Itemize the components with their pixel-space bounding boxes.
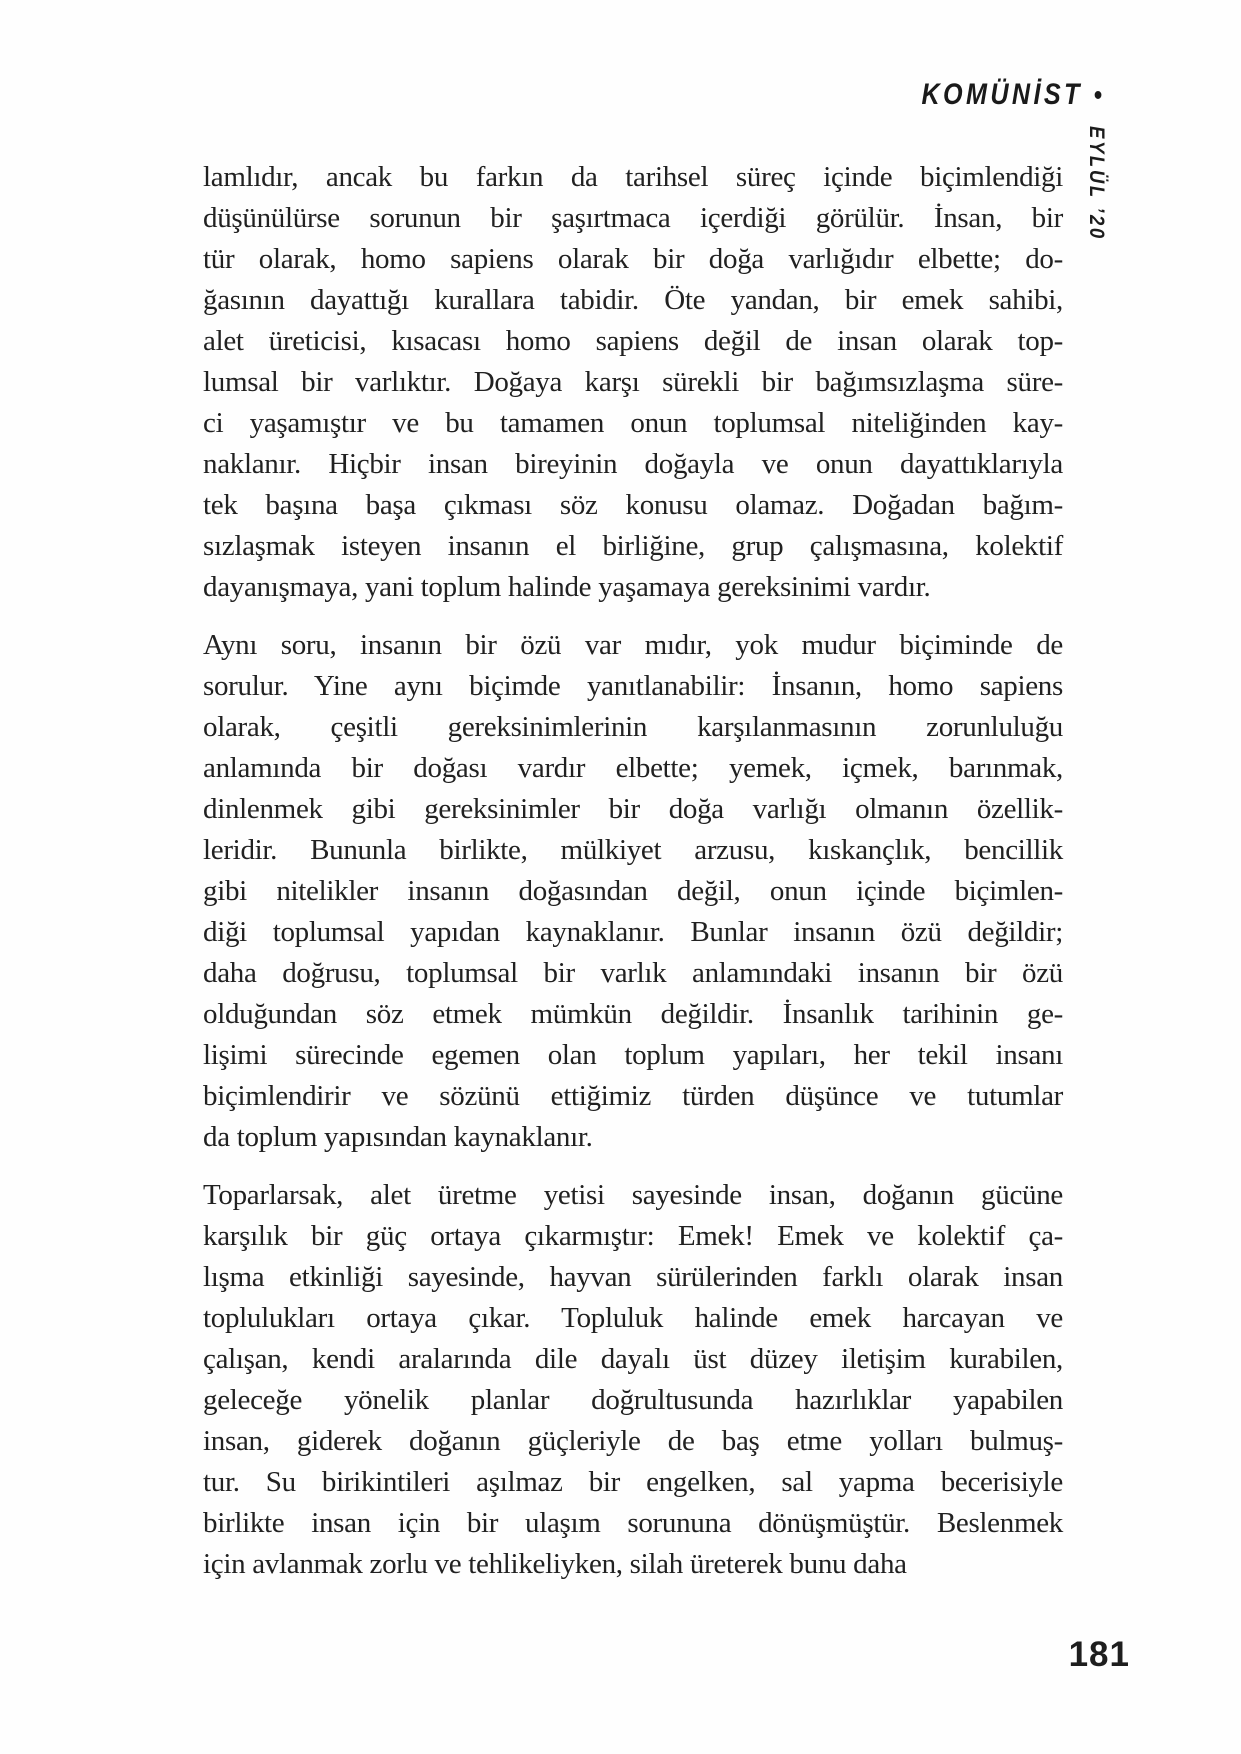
text-line: lumsal bir varlıktır. Doğaya karşı sürekli bir bağımsızlaşma süre- xyxy=(203,366,1063,398)
paragraph xyxy=(203,1175,1063,1585)
text-line: düşünülürse sorunun bir şaşırtmaca içerdiği görülür. İnsan, bir xyxy=(203,202,1063,234)
text-line: tek başına başa çıkması söz konusu olamaz. Doğadan bağım- xyxy=(203,489,1063,521)
text-line: için avlanmak zorlu ve tehlikeliyken, silah üreterek bunu daha xyxy=(203,1548,907,1580)
text-line: naklanır. Hiçbir insan bireyinin doğayla ve onun dayattıklarıyla xyxy=(203,448,1063,480)
text-line: birlikte insan için bir ulaşım sorununa dönüşmüştür. Beslenmek xyxy=(203,1507,1063,1539)
article-body xyxy=(203,157,1063,1585)
paragraph xyxy=(203,625,1063,1158)
text-line: insan, giderek doğanın güçleriyle de baş etme yolları bulmuş- xyxy=(203,1425,1063,1457)
paragraph xyxy=(203,157,1063,608)
text-line: Aynı soru, insanın bir özü var mıdır, yok mudur biçiminde de xyxy=(203,629,1063,661)
text-line: geleceğe yönelik planlar doğrultusunda hazırlıklar yapabilen xyxy=(203,1384,1063,1416)
text-line: biçimlendirir ve sözünü ettiğimiz türden düşünce ve tutumlar xyxy=(203,1080,1063,1112)
text-line: lamlıdır, ancak bu farkın da tarihsel süreç içinde biçimlendiği xyxy=(203,161,1063,193)
text-line: tür olarak, homo sapiens olarak bir doğa varlığıdır elbette; do- xyxy=(203,243,1063,275)
title-bullet-icon: • xyxy=(1094,79,1103,112)
page-number: 181 xyxy=(1068,1635,1130,1674)
text-line: alet üreticisi, kısacası homo sapiens değil de insan olarak top- xyxy=(203,325,1063,357)
text-line: tur. Su birikintileri aşılmaz bir engelken, sal yapma becerisiyle xyxy=(203,1466,1063,1498)
text-line: sızlaşmak isteyen insanın el birliğine, grup çalışmasına, kolektif xyxy=(203,530,1063,562)
text-line: daha doğrusu, toplumsal bir varlık anlamındaki insanın bir özü xyxy=(203,957,1063,989)
text-line: gibi nitelikler insanın doğasından değil, onun içinde biçimlen- xyxy=(203,875,1063,907)
text-line: olarak, çeşitli gereksinimlerinin karşılanmasının zorunluluğu xyxy=(203,711,1063,743)
text-line: ğasının dayattığı kurallara tabidir. Öte yandan, bir emek sahibi, xyxy=(203,284,1063,316)
text-line: toplulukları ortaya çıkar. Topluluk halinde emek harcayan ve xyxy=(203,1302,1063,1334)
text-line: olduğundan söz etmek mümkün değildir. İnsanlık tarihinin ge- xyxy=(203,998,1063,1030)
issue-label-vertical: EYLÜL ’20 xyxy=(1085,126,1108,241)
text-line: leridir. Bununla birlikte, mülkiyet arzusu, kıskançlık, bencillik xyxy=(203,834,1063,866)
text-line: da toplum yapısından kaynaklanır. xyxy=(203,1121,593,1153)
text-line: dinlenmek gibi gereksinimler bir doğa varlığı olmanın özellik- xyxy=(203,793,1063,825)
text-line: lışma etkinliği sayesinde, hayvan sürülerinden farklı olarak insan xyxy=(203,1261,1063,1293)
text-line: Toparlarsak, alet üretme yetisi sayesinde insan, doğanın gücüne xyxy=(203,1179,1063,1211)
text-line: dayanışmaya, yani toplum halinde yaşamaya gereksinimi vardır. xyxy=(203,571,931,603)
text-line: sorulur. Yine aynı biçimde yanıtlanabilir: İnsanın, homo sapiens xyxy=(203,670,1063,702)
text-line: lişimi sürecinde egemen olan toplum yapıları, her tekil insanı xyxy=(203,1039,1063,1071)
text-line: karşılık bir güç ortaya çıkarmıştır: Emek! Emek ve kolektif ça- xyxy=(203,1220,1063,1252)
journal-title: KOMÜNİST xyxy=(921,78,1084,111)
text-line: anlamında bir doğası vardır elbette; yemek, içmek, barınmak, xyxy=(203,752,1063,784)
text-line: çalışan, kendi aralarında dile dayalı üst düzey iletişim kurabilen, xyxy=(203,1343,1063,1375)
running-head xyxy=(922,80,1103,110)
text-line: ci yaşamıştır ve bu tamamen onun toplumsal niteliğinden kay- xyxy=(203,407,1063,439)
text-line: diği toplumsal yapıdan kaynaklanır. Bunlar insanın özü değildir; xyxy=(203,916,1063,948)
